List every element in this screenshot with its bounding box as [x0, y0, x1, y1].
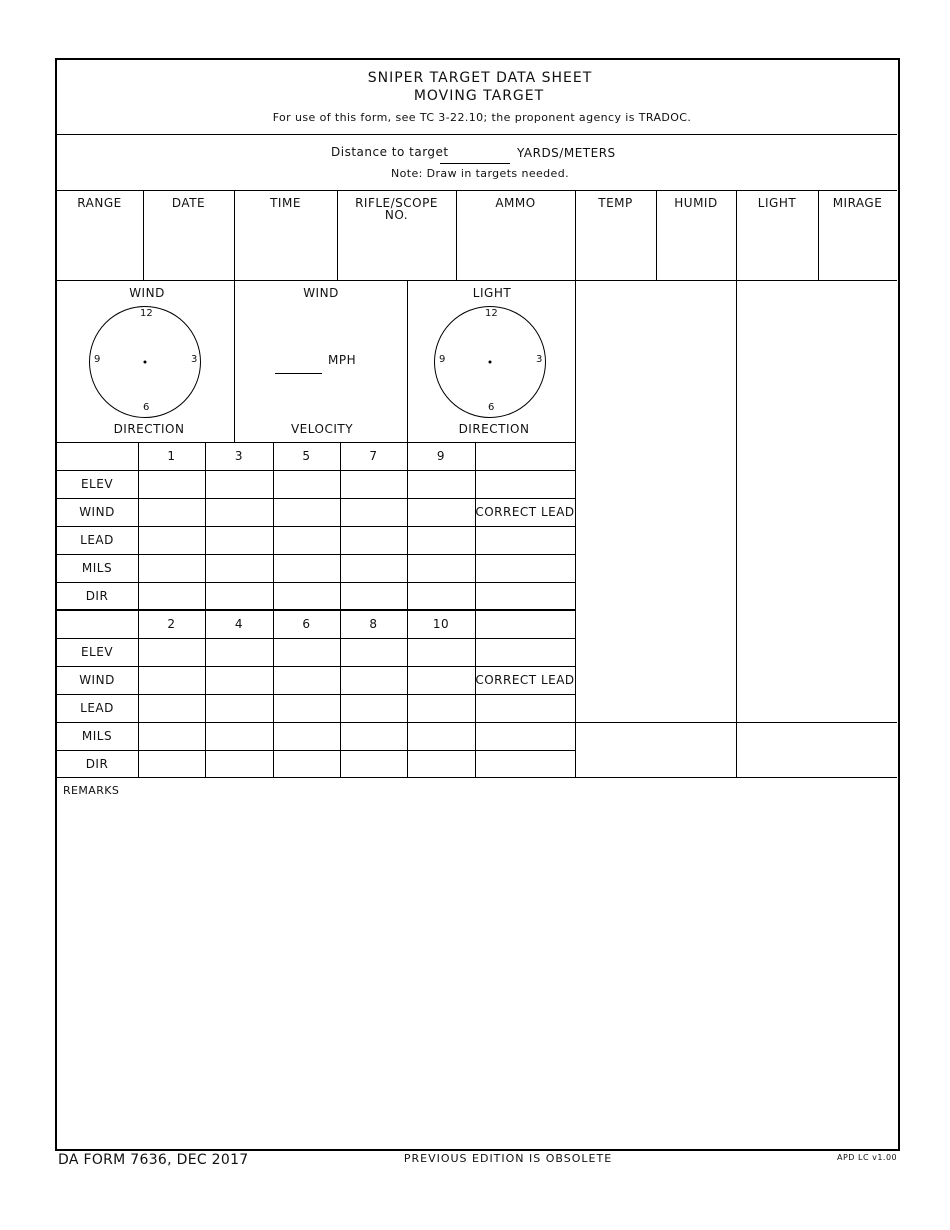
divider	[736, 281, 737, 777]
data-cell[interactable]	[342, 724, 405, 748]
row-label: WIND	[79, 673, 115, 687]
column-header: TIME	[270, 196, 301, 210]
data-cell[interactable]	[477, 696, 573, 720]
divider	[56, 498, 575, 499]
data-cell[interactable]	[140, 640, 203, 664]
row-label: DIR	[85, 589, 109, 603]
divider	[138, 442, 139, 610]
shot-number: 2	[167, 617, 176, 631]
shot-number: 8	[369, 617, 378, 631]
data-cell[interactable]	[342, 668, 405, 692]
divider	[407, 281, 408, 442]
divider	[56, 470, 575, 471]
column-header: LIGHT	[757, 196, 797, 210]
clock-center	[489, 361, 492, 364]
form-title: SNIPER TARGET DATA SHEET	[367, 70, 593, 86]
divider	[273, 610, 274, 778]
data-cell[interactable]	[140, 752, 203, 776]
data-cell[interactable]	[409, 640, 473, 664]
light-direction-bottom-label: DIRECTION	[458, 422, 530, 436]
divider	[475, 610, 476, 778]
version-label: APD LC v1.00	[837, 1153, 898, 1162]
divider	[56, 638, 575, 639]
column-entry-field[interactable]	[659, 226, 733, 276]
data-cell[interactable]	[275, 724, 338, 748]
column-header: RIFLE/SCOPE NO.	[355, 196, 438, 222]
data-cell[interactable]	[207, 584, 271, 608]
remarks-textarea[interactable]	[60, 802, 892, 1142]
clock-12: 12	[485, 308, 498, 319]
column-header: AMMO	[495, 196, 536, 210]
wind-velocity-bottom-label: VELOCITY	[290, 422, 354, 436]
data-cell[interactable]	[140, 500, 203, 524]
data-cell[interactable]	[207, 500, 271, 524]
data-cell[interactable]	[409, 528, 473, 552]
divider	[56, 694, 575, 695]
data-cell[interactable]	[275, 528, 338, 552]
clock-3: 3	[191, 354, 198, 365]
data-cell[interactable]	[207, 724, 271, 748]
divider	[575, 722, 897, 723]
divider	[575, 191, 576, 280]
usage-note: For use of this form, see TC 3-22.10; the proponent agency is TRADOC.	[272, 111, 692, 124]
divider	[575, 281, 576, 777]
correct-lead-label: CORRECT LEAD	[475, 505, 575, 519]
divider	[56, 134, 897, 135]
data-cell[interactable]	[140, 696, 203, 720]
data-cell[interactable]	[275, 640, 338, 664]
data-cell[interactable]	[140, 584, 203, 608]
divider	[456, 191, 457, 280]
column-entry-field[interactable]	[59, 226, 140, 276]
data-cell[interactable]	[207, 752, 271, 776]
data-cell[interactable]	[342, 752, 405, 776]
divider	[273, 442, 274, 610]
data-cell[interactable]	[140, 668, 203, 692]
shot-number: 9	[436, 449, 446, 463]
form-id: DA FORM 7636, DEC 2017	[58, 1152, 249, 1168]
column-entry-field[interactable]	[146, 226, 231, 276]
data-cell[interactable]	[275, 556, 338, 580]
data-cell[interactable]	[409, 696, 473, 720]
shot-number: 10	[432, 617, 450, 631]
column-entry-field[interactable]	[340, 226, 453, 276]
divider	[234, 281, 235, 442]
data-cell[interactable]	[207, 696, 271, 720]
row-label: LEAD	[80, 701, 114, 715]
data-cell[interactable]	[275, 696, 338, 720]
divider	[56, 666, 575, 667]
shot-number: 5	[302, 449, 311, 463]
divider	[407, 610, 408, 778]
data-cell[interactable]	[207, 556, 271, 580]
data-cell[interactable]	[207, 640, 271, 664]
data-cell[interactable]	[207, 668, 271, 692]
divider	[475, 442, 476, 610]
clock-9: 9	[94, 354, 101, 365]
column-entry-field[interactable]	[739, 226, 815, 276]
wind-velocity-top-label: WIND	[303, 286, 339, 300]
clock-6: 6	[488, 402, 495, 413]
data-cell[interactable]	[342, 556, 405, 580]
data-cell[interactable]	[140, 472, 203, 496]
row-label: MILS	[81, 561, 113, 575]
column-header: MIRAGE	[832, 196, 883, 210]
divider	[56, 442, 575, 443]
divider	[56, 526, 575, 527]
column-header: TEMP	[598, 196, 633, 210]
data-cell[interactable]	[342, 696, 405, 720]
column-entry-field[interactable]	[821, 226, 894, 276]
column-header: HUMID	[674, 196, 718, 210]
data-cell[interactable]	[140, 556, 203, 580]
clock-center	[144, 361, 147, 364]
shot-number: 7	[369, 449, 378, 463]
wind-direction-bottom-label: DIRECTION	[113, 422, 185, 436]
data-cell[interactable]	[477, 640, 573, 664]
column-header: DATE	[171, 196, 206, 210]
shot-number: 1	[167, 449, 176, 463]
data-cell[interactable]	[477, 724, 573, 748]
distance-input[interactable]	[440, 148, 510, 164]
divider	[138, 610, 139, 778]
light-direction-clock[interactable]	[434, 306, 546, 418]
column-header: RANGE	[77, 196, 122, 210]
data-cell[interactable]	[275, 752, 338, 776]
clock-3: 3	[536, 354, 543, 365]
divider	[56, 280, 897, 281]
row-label: ELEV	[80, 477, 114, 491]
divider	[56, 722, 575, 723]
data-cell[interactable]	[409, 584, 473, 608]
data-cell[interactable]	[275, 472, 338, 496]
wind-velocity-input[interactable]	[275, 358, 322, 374]
data-cell[interactable]	[275, 668, 338, 692]
row-label: ELEV	[80, 645, 114, 659]
data-cell[interactable]	[140, 724, 203, 748]
clock-12: 12	[140, 308, 153, 319]
divider	[234, 191, 235, 280]
column-entry-field[interactable]	[459, 226, 572, 276]
row-label: MILS	[81, 729, 113, 743]
wind-direction-clock[interactable]	[89, 306, 201, 418]
divider	[56, 582, 575, 583]
data-cell[interactable]	[207, 472, 271, 496]
data-cell[interactable]	[275, 584, 338, 608]
shot-number: 3	[234, 449, 244, 463]
form-subtitle: MOVING TARGET	[413, 88, 545, 104]
wind-velocity-units: MPH	[328, 353, 357, 367]
column-entry-field[interactable]	[237, 226, 334, 276]
divider	[56, 554, 575, 555]
remarks-label: REMARKS	[63, 784, 120, 797]
distance-label: Distance to target	[331, 145, 449, 159]
row-label: LEAD	[80, 533, 114, 547]
data-cell[interactable]	[409, 472, 473, 496]
divider	[407, 442, 408, 610]
light-direction-top-label: LIGHT	[472, 286, 512, 300]
data-cell[interactable]	[477, 752, 573, 776]
wind-direction-top-label: WIND	[129, 286, 165, 300]
row-label: WIND	[79, 505, 115, 519]
divider	[56, 190, 897, 191]
clock-9: 9	[439, 354, 446, 365]
data-cell[interactable]	[342, 584, 405, 608]
divider	[56, 609, 575, 611]
divider	[205, 610, 206, 778]
data-cell[interactable]	[342, 640, 405, 664]
data-cell[interactable]	[477, 528, 573, 552]
distance-note: Note: Draw in targets needed.	[390, 167, 570, 180]
data-cell[interactable]	[207, 528, 271, 552]
divider	[736, 191, 737, 280]
divider	[56, 750, 575, 751]
clock-6: 6	[143, 402, 150, 413]
divider	[340, 610, 341, 778]
divider	[337, 191, 338, 280]
data-cell[interactable]	[342, 528, 405, 552]
divider	[56, 777, 897, 778]
divider	[818, 191, 819, 280]
data-cell[interactable]	[140, 528, 203, 552]
data-cell[interactable]	[342, 500, 405, 524]
data-cell[interactable]	[477, 584, 573, 608]
correct-lead-label: CORRECT LEAD	[475, 673, 575, 687]
row-label: DIR	[85, 757, 109, 771]
shot-number: 6	[302, 617, 311, 631]
divider	[340, 442, 341, 610]
column-entry-field[interactable]	[578, 226, 653, 276]
divider	[205, 442, 206, 610]
divider	[143, 191, 144, 280]
data-cell[interactable]	[409, 556, 473, 580]
distance-units: YARDS/METERS	[517, 146, 616, 160]
edition-note: PREVIOUS EDITION IS OBSOLETE	[403, 1152, 613, 1165]
divider	[656, 191, 657, 280]
data-cell[interactable]	[342, 472, 405, 496]
data-cell[interactable]	[409, 752, 473, 776]
data-cell[interactable]	[275, 500, 338, 524]
data-cell[interactable]	[409, 668, 473, 692]
data-cell[interactable]	[409, 500, 473, 524]
shot-number: 4	[234, 617, 244, 631]
data-cell[interactable]	[477, 556, 573, 580]
data-cell[interactable]	[477, 472, 573, 496]
data-cell[interactable]	[409, 724, 473, 748]
